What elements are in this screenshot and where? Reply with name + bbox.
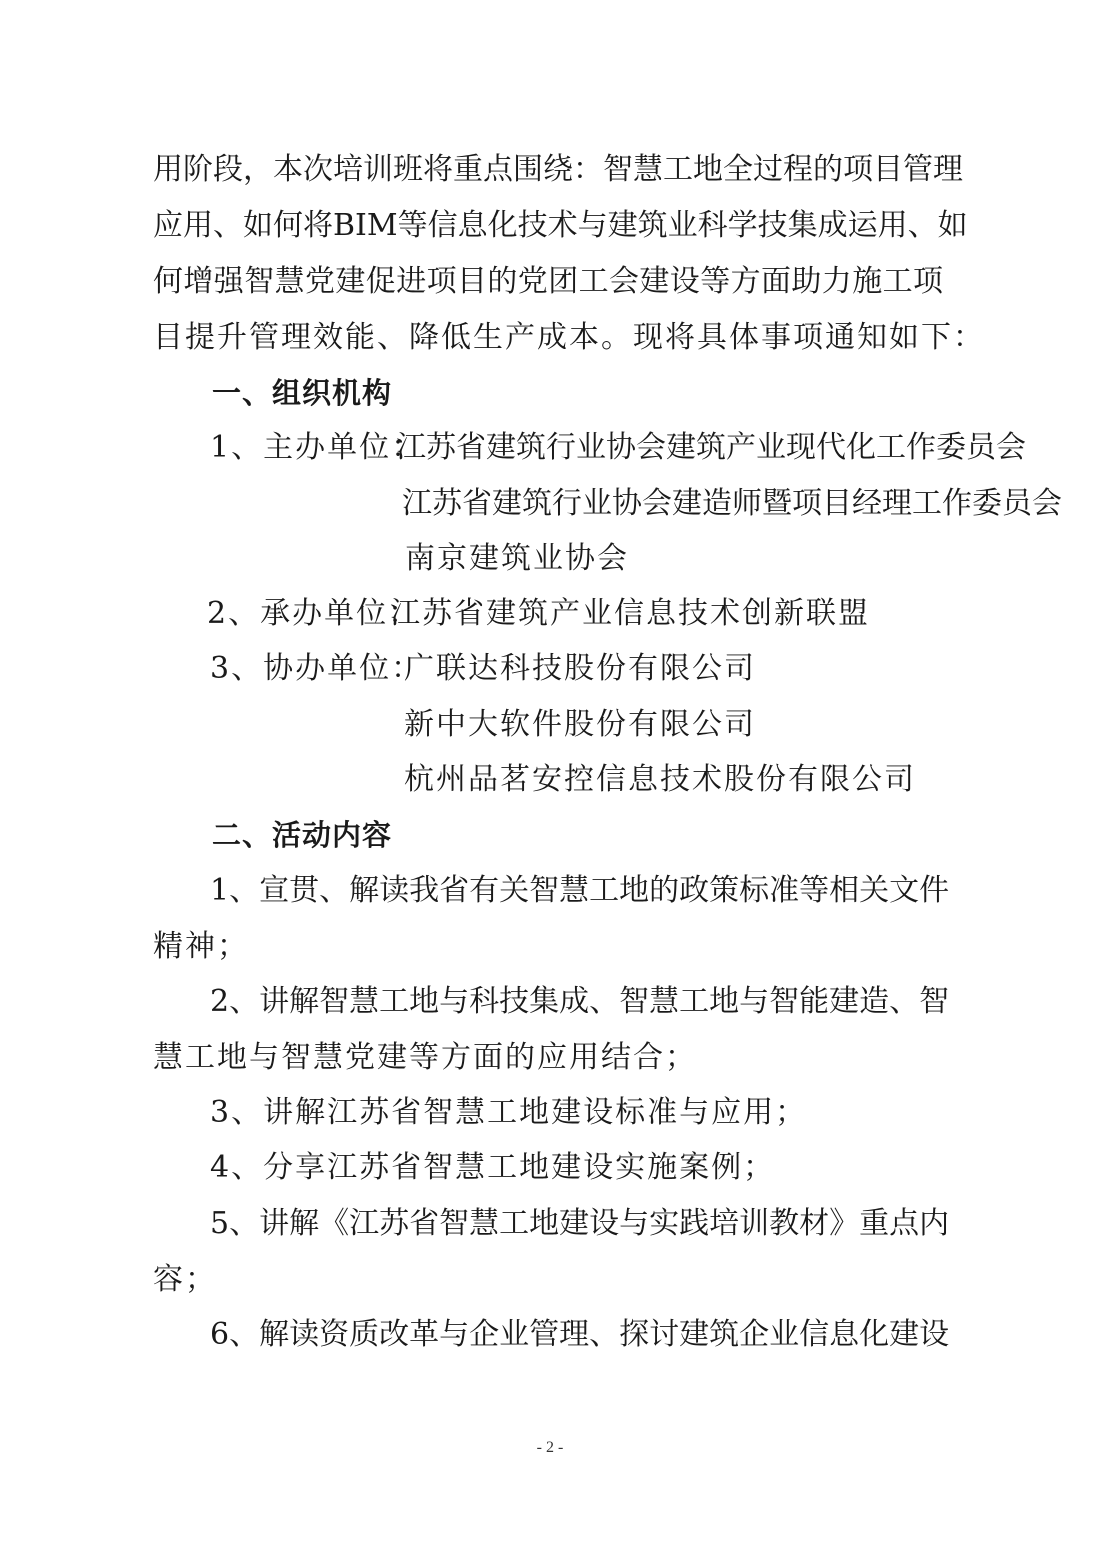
organizer-value-1: 江苏省建筑行业协会建筑产业现代化工作委员会 (396, 430, 1026, 465)
section-1-heading: 一、组织机构 (212, 376, 393, 410)
content-item-1-line-2: 精神； (153, 929, 249, 964)
content-item-2-line-1: 2、讲解智慧工地与科技集成、智慧工地与智能建造、智 (210, 984, 950, 1019)
organizer-value-3: 南京建筑业协会 (405, 541, 629, 576)
section-2-heading: 二、活动内容 (212, 818, 393, 852)
content-item-6-line-1: 6、解读资质改革与企业管理、探讨建筑企业信息化建设 (210, 1317, 950, 1352)
intro-line-4: 目提升管理效能、降低生产成本。现将具体事项通知如下： (153, 320, 985, 355)
intro-line-1: 用阶段，本次培训班将重点围绕：智慧工地全过程的项目管理 (153, 152, 963, 187)
content-item-5-line-1: 5、讲解《江苏省智慧工地建设与实践培训教材》重点内 (210, 1206, 950, 1241)
content-item-4: 4、分享江苏省智慧工地建设实施案例； (210, 1150, 776, 1185)
co-organizer-value-2: 新中大软件股份有限公司 (404, 707, 756, 742)
co-organizer-label: 3、协办单位： (210, 651, 424, 686)
undertaker-label: 2、承办单位： (207, 596, 421, 631)
intro-line-2: 应用、如何将BIM等信息化技术与建筑业科学技集成运用、如 (153, 208, 968, 243)
page-number: - 2 - (536, 1439, 564, 1456)
content-item-2-line-2: 慧工地与智慧党建等方面的应用结合； (153, 1040, 697, 1075)
co-organizer-value-1: 广联达科技股份有限公司 (404, 651, 756, 686)
organizer-label: 1、主办单位： (210, 430, 424, 465)
co-organizer-value-3: 杭州品茗安控信息技术股份有限公司 (404, 762, 916, 797)
undertaker-value-1: 江苏省建筑产业信息技术创新联盟 (390, 596, 870, 631)
intro-line-3: 何增强智慧党建促进项目的党团工会建设等方面助力施工项 (153, 264, 943, 299)
organizer-value-2: 江苏省建筑行业协会建造师暨项目经理工作委员会 (402, 486, 1062, 521)
content-item-3: 3、讲解江苏省智慧工地建设标准与应用； (210, 1095, 808, 1130)
content-item-1-line-1: 1、宣贯、解读我省有关智慧工地的政策标准等相关文件 (210, 873, 950, 908)
content-item-5-line-2: 容； (153, 1262, 217, 1297)
